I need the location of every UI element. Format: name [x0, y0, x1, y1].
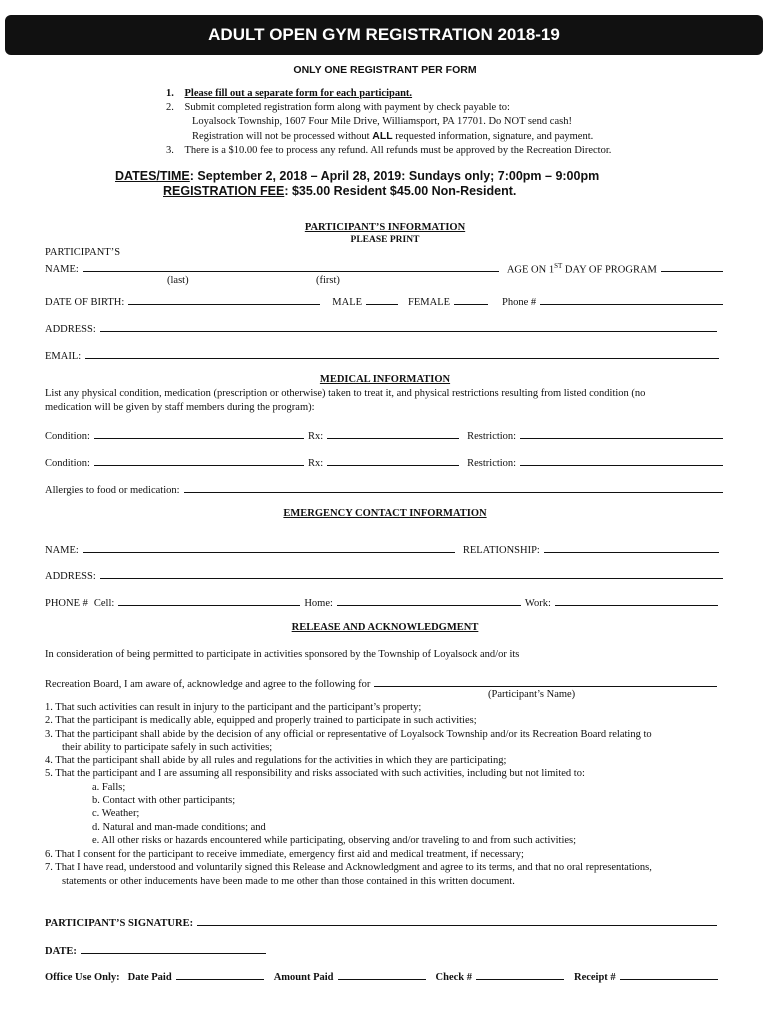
email-label: EMAIL:	[45, 351, 82, 362]
participant-name-release-field[interactable]	[374, 676, 717, 687]
date-field[interactable]	[81, 943, 266, 954]
rx-field[interactable]	[327, 455, 459, 466]
medical-text-2: medication will be given by staff members during the program):	[45, 402, 315, 413]
rx-label: Rx:	[307, 431, 324, 442]
age-label: AGE ON 1ST DAY OF PROGRAM	[506, 261, 657, 275]
release-item-3-cont: their ability to participate safely in such activities;	[62, 742, 273, 753]
emergency-address-field[interactable]	[100, 568, 723, 579]
emergency-name-row	[45, 542, 723, 556]
cell-label: Cell:	[93, 598, 115, 609]
restriction-field[interactable]	[520, 455, 723, 466]
note-text-a: Registration will not be processed without	[192, 131, 373, 142]
release-item-2: 2. That the participant is medically able, equipped and properly trained to participate in such activities;	[45, 715, 477, 726]
male-field[interactable]	[366, 294, 398, 305]
dates-label: DATES/TIME	[115, 169, 190, 183]
home-label: Home:	[304, 598, 333, 609]
release-p1: In consideration of being permitted to participate in activities sponsored by the Township of Loyalsock and/or its	[45, 649, 520, 660]
emergency-name-field[interactable]	[83, 542, 455, 553]
signature-field[interactable]	[197, 915, 717, 926]
instruction-2	[166, 102, 510, 113]
emergency-phone-row	[45, 595, 722, 609]
instruction-3-text: There is a $10.00 fee to process any refund. All refunds must be approved by the Recreation Director.	[184, 145, 612, 156]
instruction-1-text: Please fill out a separate form for each participant.	[184, 88, 413, 99]
check-field[interactable]	[476, 969, 564, 980]
note-text-all: ALL	[372, 130, 393, 142]
release-item-6: 6. That I consent for the participant to receive immediate, emergency first aid and medical treatment, if necessary;	[45, 849, 524, 860]
participant-name-field[interactable]	[83, 261, 499, 272]
phone-label: PHONE #	[45, 598, 88, 609]
date-label: DATE:	[45, 946, 77, 957]
release-item-4: 4. That the participant shall abide by all rules and regulations for the activities in which they are participating;	[45, 755, 507, 766]
female-label: FEMALE	[408, 297, 451, 308]
dob-label: DATE OF BIRTH:	[45, 297, 125, 308]
dob-field[interactable]	[128, 294, 320, 305]
instruction-2-address: Loyalsock Township, 1607 Four Mile Drive, Williamsport, PA 17701. Do NOT send cash!	[192, 116, 572, 127]
amount-paid-label: Amount Paid	[273, 972, 334, 983]
restriction-field[interactable]	[520, 428, 723, 439]
rx-label: Rx:	[307, 458, 324, 469]
email-field[interactable]	[85, 348, 719, 359]
address-row	[45, 321, 721, 335]
female-field[interactable]	[454, 294, 488, 305]
release-item-1: 1. That such activities can result in injury to the participant and the participant’s property;	[45, 702, 422, 713]
release-item-5d: d. Natural and man-made conditions; and	[92, 822, 266, 833]
signature-label: PARTICIPANT’S SIGNATURE:	[45, 918, 194, 929]
home-field[interactable]	[337, 595, 521, 606]
release-item-7-cont: statements or other inducements have been made to me other than those contained in this written document.	[62, 876, 515, 887]
age-field[interactable]	[661, 261, 723, 272]
work-field[interactable]	[555, 595, 718, 606]
condition-row-1	[45, 428, 727, 442]
dates-value: : September 2, 2018 – April 28, 2019: Sundays only; 7:00pm – 9:00pm	[189, 169, 600, 183]
emergency-name-label: NAME:	[45, 545, 79, 556]
signature-row	[45, 915, 721, 929]
subtitle: ONLY ONE REGISTRANT PER FORM	[293, 64, 477, 76]
office-use-label: Office Use Only:	[45, 972, 120, 983]
please-print: PLEASE PRINT	[350, 235, 420, 245]
release-item-7: 7. That I have read, understood and voluntarily signed this Release and Acknowledgment and agree to its terms, and that no oral representations,	[45, 862, 652, 873]
release-p2-row	[45, 676, 721, 690]
release-item-5e: e. All other risks or hazards encountered while participating, observing and/or traveling to and from such activities;	[92, 835, 577, 846]
last-label: (last)	[167, 275, 189, 286]
office-use-row	[45, 969, 722, 983]
instruction-2-text: Submit completed registration form along with payment by check payable to:	[184, 102, 510, 113]
amount-paid-field[interactable]	[338, 969, 426, 980]
participant-name-caption: (Participant’s Name)	[488, 689, 576, 700]
participant-name-row	[45, 261, 727, 275]
release-heading: RELEASE AND ACKNOWLEDGMENT	[291, 622, 479, 633]
name-label: NAME:	[45, 264, 79, 275]
release-item-5c: c. Weather;	[92, 808, 140, 819]
list-number: 3.	[166, 145, 174, 156]
condition-field[interactable]	[94, 428, 304, 439]
dates-line	[115, 169, 599, 183]
date-paid-field[interactable]	[176, 969, 264, 980]
condition-row-2	[45, 455, 727, 469]
list-number: 2.	[166, 102, 174, 113]
receipt-label: Receipt #	[573, 972, 616, 983]
note-text-c: requested information, signature, and payment.	[392, 131, 594, 142]
participant-heading: PARTICIPANT’S INFORMATION	[304, 222, 466, 233]
instruction-2-note	[192, 130, 593, 142]
phone-field[interactable]	[540, 294, 723, 305]
condition-label: Condition:	[45, 431, 90, 442]
emergency-address-row	[45, 568, 727, 582]
address-label: ADDRESS:	[45, 324, 96, 335]
address-field[interactable]	[100, 321, 717, 332]
instruction-1	[166, 88, 412, 99]
list-number: 1.	[166, 88, 174, 99]
rx-field[interactable]	[327, 428, 459, 439]
allergies-field[interactable]	[184, 482, 723, 493]
release-item-5: 5. That the participant and I are assuming all responsibility and risks associated with such activities, including but not limited to:	[45, 768, 585, 779]
restriction-label: Restriction:	[467, 431, 517, 442]
phone-label: Phone #	[502, 297, 537, 308]
receipt-field[interactable]	[620, 969, 718, 980]
allergies-label: Allergies to food or medication:	[45, 485, 180, 496]
release-item-5a: a. Falls;	[92, 782, 126, 793]
medical-heading: MEDICAL INFORMATION	[319, 374, 451, 385]
restriction-label: Restriction:	[467, 458, 517, 469]
instruction-3	[166, 145, 611, 156]
medical-text-1: List any physical condition, medication (prescription or otherwise) taken to treat it, and physical restrictions resulting from listed condition (no	[45, 388, 646, 399]
date-row	[45, 943, 270, 957]
check-label: Check #	[435, 972, 472, 983]
fee-label: REGISTRATION FEE	[163, 184, 285, 198]
release-item-3: 3. That the participant shall abide by the decision of any official or representative of Loyalsock Township and/or its Recreation Board relating to	[45, 729, 652, 740]
page-title: ADULT OPEN GYM REGISTRATION 2018-19	[5, 15, 763, 55]
emergency-address-label: ADDRESS:	[45, 571, 96, 582]
first-label: (first)	[316, 275, 340, 286]
relationship-label: RELATIONSHIP:	[462, 545, 540, 556]
fee-value: : $35.00 Resident $45.00 Non-Resident.	[284, 184, 517, 198]
cell-field[interactable]	[118, 595, 300, 606]
condition-field[interactable]	[94, 455, 304, 466]
work-label: Work:	[524, 598, 551, 609]
fee-line	[163, 184, 516, 198]
date-paid-label: Date Paid	[127, 972, 172, 983]
allergies-row	[45, 482, 727, 496]
emergency-heading: EMERGENCY CONTACT INFORMATION	[283, 508, 487, 519]
release-item-5b: b. Contact with other participants;	[92, 795, 236, 806]
dob-row	[45, 294, 727, 308]
male-label: MALE	[332, 297, 363, 308]
email-row	[45, 348, 723, 362]
release-p2: Recreation Board, I am aware of, acknowledge and agree to the following for	[45, 679, 371, 690]
relationship-field[interactable]	[544, 542, 719, 553]
condition-label: Condition:	[45, 458, 90, 469]
participant-name-label: PARTICIPANT’S	[45, 247, 121, 258]
